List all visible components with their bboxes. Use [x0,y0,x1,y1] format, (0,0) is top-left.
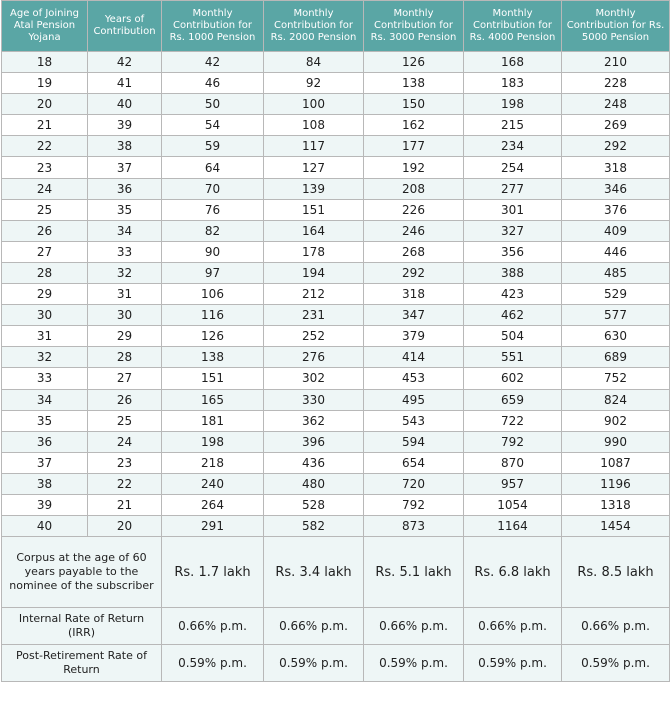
contribution-4000-cell: 1164 [464,516,562,537]
contribution-5000-cell: 210 [562,52,670,73]
years-cell: 27 [88,368,162,389]
years-cell: 30 [88,305,162,326]
contribution-1000-cell: 54 [162,115,264,136]
contribution-2000-cell: 194 [264,262,364,283]
contribution-5000-cell: 577 [562,305,670,326]
contribution-1000-cell: 97 [162,262,264,283]
header-contribution-4000: Monthly Contribution for Rs. 4000 Pension [464,1,562,52]
contribution-2000-cell: 127 [264,157,364,178]
contribution-2000-cell: 480 [264,473,364,494]
irr-value-3000: 0.66% p.m. [364,608,464,645]
contribution-4000-cell: 792 [464,431,562,452]
table-row [2,262,670,283]
table-row [2,284,670,305]
contribution-4000-cell: 1054 [464,494,562,515]
age-cell: 22 [2,136,88,157]
age-cell: 34 [2,389,88,410]
age-cell: 19 [2,73,88,94]
table-row [2,52,670,73]
contribution-1000-cell: 165 [162,389,264,410]
contribution-4000-cell: 168 [464,52,562,73]
years-cell: 29 [88,326,162,347]
age-cell: 33 [2,368,88,389]
table-row [2,157,670,178]
header-contribution-1000: Monthly Contribution for Rs. 1000 Pension [162,1,264,52]
contribution-3000-cell: 379 [364,326,464,347]
contribution-5000-cell: 292 [562,136,670,157]
age-cell: 26 [2,220,88,241]
contribution-1000-cell: 59 [162,136,264,157]
contribution-5000-cell: 824 [562,389,670,410]
years-cell: 34 [88,220,162,241]
contribution-3000-cell: 495 [364,389,464,410]
years-cell: 35 [88,199,162,220]
years-cell: 23 [88,452,162,473]
contribution-3000-cell: 654 [364,452,464,473]
contribution-4000-cell: 504 [464,326,562,347]
years-cell: 33 [88,241,162,262]
contribution-4000-cell: 301 [464,199,562,220]
header-contribution-3000: Monthly Contribution for Rs. 3000 Pension [364,1,464,52]
contribution-5000-cell: 529 [562,284,670,305]
contribution-5000-cell: 409 [562,220,670,241]
header-contribution-2000: Monthly Contribution for Rs. 2000 Pension [264,1,364,52]
contribution-4000-cell: 183 [464,73,562,94]
irr-row [2,608,670,645]
age-cell: 36 [2,431,88,452]
contribution-5000-cell: 752 [562,368,670,389]
table-row [2,368,670,389]
contribution-2000-cell: 396 [264,431,364,452]
table-row [2,241,670,262]
table-row [2,199,670,220]
table-row [2,326,670,347]
table-row [2,347,670,368]
contribution-4000-cell: 602 [464,368,562,389]
post-retirement-label: Post-Retirement Rate of Return [2,645,162,682]
contribution-2000-cell: 252 [264,326,364,347]
contribution-1000-cell: 76 [162,199,264,220]
irr-label: Internal Rate of Return (IRR) [2,608,162,645]
age-cell: 32 [2,347,88,368]
contribution-2000-cell: 528 [264,494,364,515]
table-row [2,389,670,410]
post-retirement-value-4000: 0.59% p.m. [464,645,562,682]
contribution-5000-cell: 902 [562,410,670,431]
contribution-1000-cell: 64 [162,157,264,178]
age-cell: 18 [2,52,88,73]
contribution-3000-cell: 150 [364,94,464,115]
contribution-3000-cell: 292 [364,262,464,283]
contribution-5000-cell: 990 [562,431,670,452]
contribution-5000-cell: 1087 [562,452,670,473]
table-row [2,431,670,452]
age-cell: 30 [2,305,88,326]
contribution-2000-cell: 139 [264,178,364,199]
years-cell: 32 [88,262,162,283]
years-cell: 21 [88,494,162,515]
contribution-4000-cell: 870 [464,452,562,473]
contribution-5000-cell: 689 [562,347,670,368]
age-cell: 21 [2,115,88,136]
contribution-1000-cell: 198 [162,431,264,452]
contribution-4000-cell: 462 [464,305,562,326]
years-cell: 42 [88,52,162,73]
contribution-4000-cell: 277 [464,178,562,199]
contribution-2000-cell: 330 [264,389,364,410]
table-row [2,410,670,431]
years-cell: 37 [88,157,162,178]
table-row [2,305,670,326]
contribution-4000-cell: 327 [464,220,562,241]
years-cell: 22 [88,473,162,494]
irr-value-2000: 0.66% p.m. [264,608,364,645]
contribution-5000-cell: 318 [562,157,670,178]
table-row [2,136,670,157]
table-row [2,473,670,494]
contribution-3000-cell: 138 [364,73,464,94]
contribution-5000-cell: 1196 [562,473,670,494]
contribution-2000-cell: 151 [264,199,364,220]
contribution-1000-cell: 106 [162,284,264,305]
contribution-2000-cell: 436 [264,452,364,473]
years-cell: 25 [88,410,162,431]
contribution-1000-cell: 82 [162,220,264,241]
contribution-5000-cell: 446 [562,241,670,262]
contribution-3000-cell: 126 [364,52,464,73]
years-cell: 40 [88,94,162,115]
contribution-2000-cell: 362 [264,410,364,431]
contribution-5000-cell: 630 [562,326,670,347]
contribution-1000-cell: 291 [162,516,264,537]
contribution-2000-cell: 231 [264,305,364,326]
contribution-2000-cell: 212 [264,284,364,305]
years-cell: 24 [88,431,162,452]
age-cell: 25 [2,199,88,220]
table-row [2,115,670,136]
contribution-5000-cell: 1318 [562,494,670,515]
header-age-of-joining: Age of Joining Atal Pension Yojana [2,1,88,52]
contribution-5000-cell: 248 [562,94,670,115]
corpus-value-2000: Rs. 3.4 lakh [264,537,364,608]
contribution-2000-cell: 582 [264,516,364,537]
age-cell: 23 [2,157,88,178]
age-cell: 37 [2,452,88,473]
contribution-1000-cell: 181 [162,410,264,431]
table-row [2,73,670,94]
irr-value-1000: 0.66% p.m. [162,608,264,645]
contribution-5000-cell: 376 [562,199,670,220]
contribution-3000-cell: 414 [364,347,464,368]
years-cell: 28 [88,347,162,368]
contribution-1000-cell: 70 [162,178,264,199]
corpus-value-1000: Rs. 1.7 lakh [162,537,264,608]
contribution-4000-cell: 356 [464,241,562,262]
contribution-1000-cell: 116 [162,305,264,326]
age-cell: 38 [2,473,88,494]
contribution-1000-cell: 126 [162,326,264,347]
contribution-1000-cell: 90 [162,241,264,262]
corpus-value-3000: Rs. 5.1 lakh [364,537,464,608]
post-retirement-value-2000: 0.59% p.m. [264,645,364,682]
header-row [2,1,670,52]
contribution-1000-cell: 46 [162,73,264,94]
contribution-2000-cell: 100 [264,94,364,115]
table-footer [2,537,670,682]
corpus-label: Corpus at the age of 60 years payable to the nominee of the subscriber [2,537,162,608]
contribution-4000-cell: 198 [464,94,562,115]
corpus-value-5000: Rs. 8.5 lakh [562,537,670,608]
irr-value-4000: 0.66% p.m. [464,608,562,645]
contribution-4000-cell: 388 [464,262,562,283]
contribution-3000-cell: 268 [364,241,464,262]
contribution-4000-cell: 722 [464,410,562,431]
contribution-2000-cell: 164 [264,220,364,241]
contribution-5000-cell: 1454 [562,516,670,537]
years-cell: 26 [88,389,162,410]
table-row [2,452,670,473]
contribution-4000-cell: 234 [464,136,562,157]
contribution-1000-cell: 240 [162,473,264,494]
contribution-4000-cell: 957 [464,473,562,494]
contribution-2000-cell: 302 [264,368,364,389]
age-cell: 28 [2,262,88,283]
age-cell: 31 [2,326,88,347]
contribution-3000-cell: 453 [364,368,464,389]
table-row [2,94,670,115]
header-contribution-5000: Monthly Contribution for Rs. 5000 Pension [562,1,670,52]
contribution-3000-cell: 873 [364,516,464,537]
contribution-2000-cell: 178 [264,241,364,262]
contribution-2000-cell: 92 [264,73,364,94]
corpus-row [2,537,670,608]
post-retirement-row [2,645,670,682]
contribution-5000-cell: 346 [562,178,670,199]
contribution-2000-cell: 84 [264,52,364,73]
table-row [2,494,670,515]
contribution-3000-cell: 792 [364,494,464,515]
contribution-3000-cell: 192 [364,157,464,178]
contribution-1000-cell: 264 [162,494,264,515]
corpus-value-4000: Rs. 6.8 lakh [464,537,562,608]
contribution-1000-cell: 138 [162,347,264,368]
table-row [2,220,670,241]
contribution-2000-cell: 108 [264,115,364,136]
contribution-2000-cell: 117 [264,136,364,157]
contribution-1000-cell: 42 [162,52,264,73]
table-row [2,516,670,537]
years-cell: 41 [88,73,162,94]
contribution-4000-cell: 659 [464,389,562,410]
contribution-3000-cell: 318 [364,284,464,305]
contribution-3000-cell: 720 [364,473,464,494]
irr-value-5000: 0.66% p.m. [562,608,670,645]
years-cell: 36 [88,178,162,199]
post-retirement-value-3000: 0.59% p.m. [364,645,464,682]
contribution-3000-cell: 543 [364,410,464,431]
contribution-4000-cell: 423 [464,284,562,305]
pension-contribution-table [1,0,670,682]
contribution-1000-cell: 218 [162,452,264,473]
years-cell: 38 [88,136,162,157]
contribution-5000-cell: 485 [562,262,670,283]
years-cell: 20 [88,516,162,537]
contribution-1000-cell: 151 [162,368,264,389]
table-body [2,52,670,537]
age-cell: 29 [2,284,88,305]
age-cell: 20 [2,94,88,115]
contribution-1000-cell: 50 [162,94,264,115]
contribution-3000-cell: 162 [364,115,464,136]
contribution-3000-cell: 594 [364,431,464,452]
contribution-3000-cell: 347 [364,305,464,326]
contribution-3000-cell: 208 [364,178,464,199]
years-cell: 39 [88,115,162,136]
post-retirement-value-1000: 0.59% p.m. [162,645,264,682]
table-row [2,178,670,199]
age-cell: 35 [2,410,88,431]
contribution-2000-cell: 276 [264,347,364,368]
years-cell: 31 [88,284,162,305]
contribution-4000-cell: 551 [464,347,562,368]
age-cell: 24 [2,178,88,199]
contribution-4000-cell: 215 [464,115,562,136]
contribution-4000-cell: 254 [464,157,562,178]
contribution-3000-cell: 177 [364,136,464,157]
contribution-5000-cell: 269 [562,115,670,136]
contribution-3000-cell: 226 [364,199,464,220]
contribution-5000-cell: 228 [562,73,670,94]
header-years-of-contribution: Years of Contribution [88,1,162,52]
contribution-3000-cell: 246 [364,220,464,241]
age-cell: 27 [2,241,88,262]
age-cell: 40 [2,516,88,537]
age-cell: 39 [2,494,88,515]
post-retirement-value-5000: 0.59% p.m. [562,645,670,682]
